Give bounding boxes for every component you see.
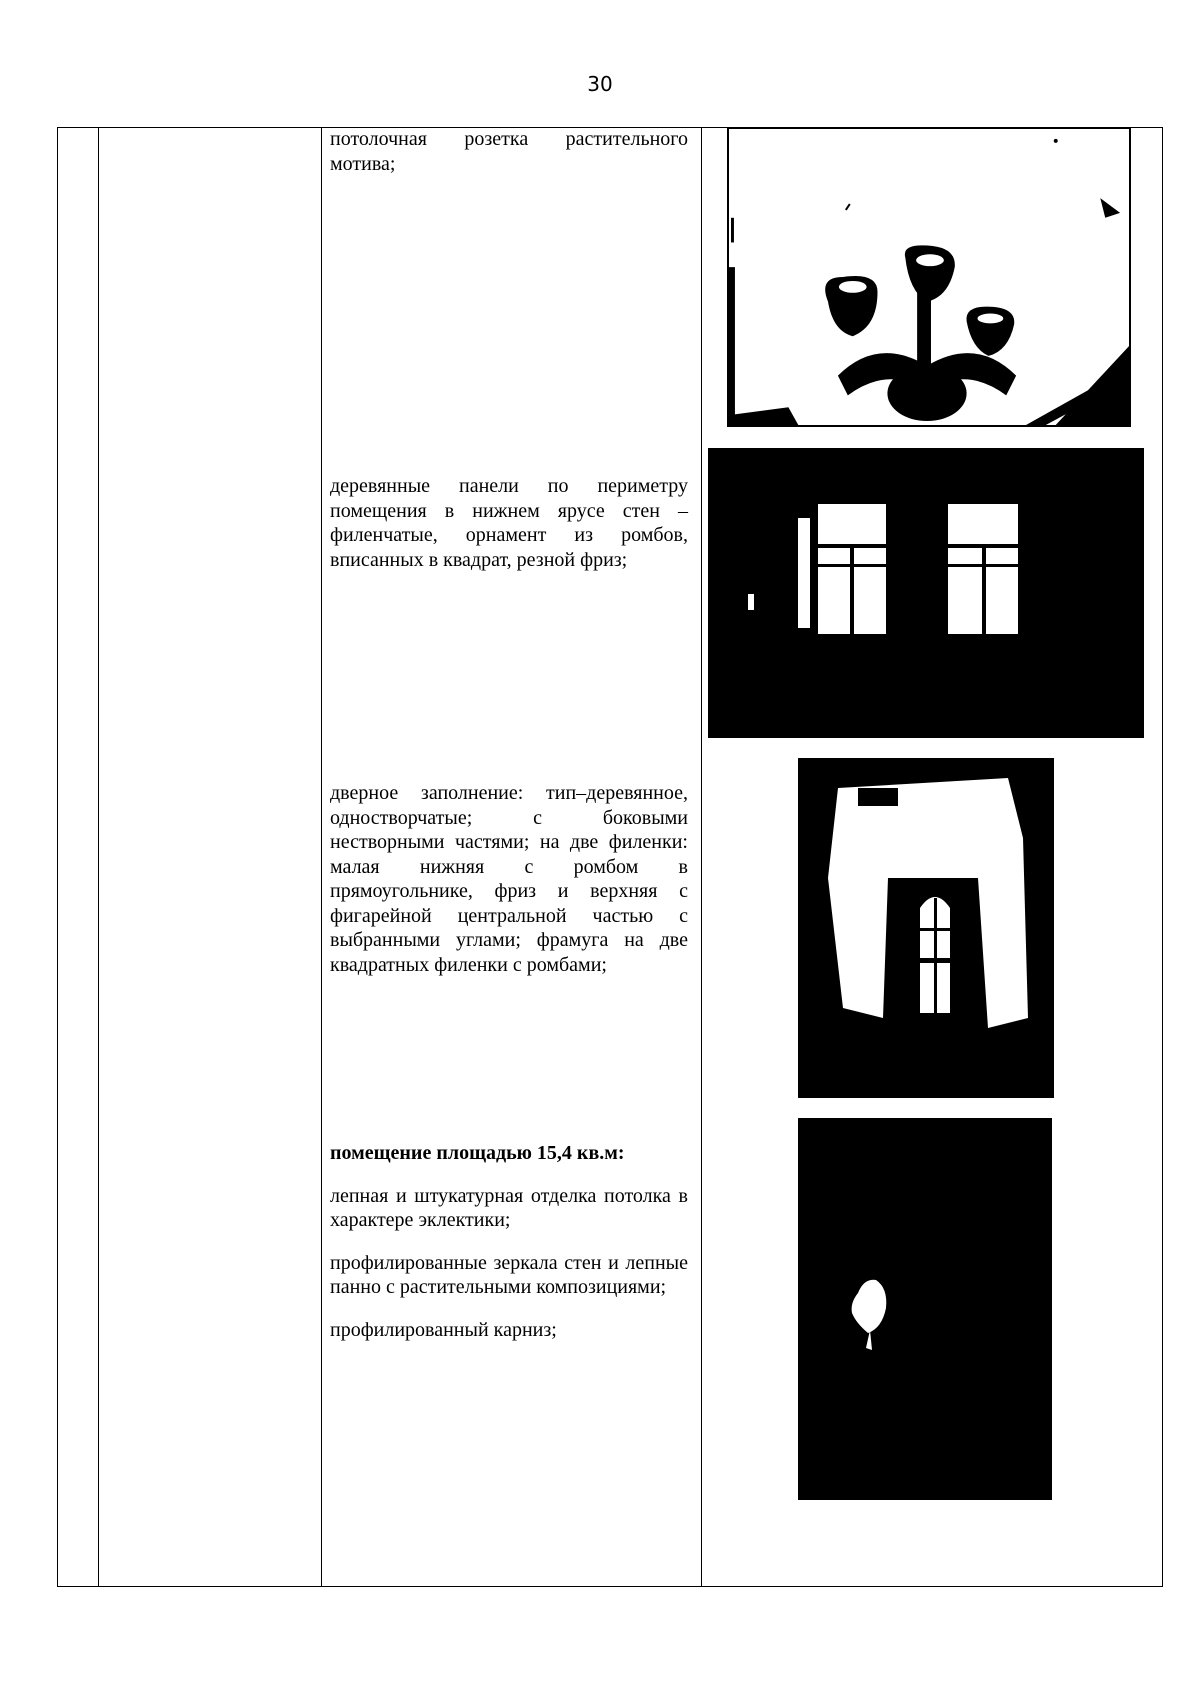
entry-text: дверное заполнение: тип–деревянное, одностворчатые; с боковыми нестворными частями; на две филенки: малая нижняя с ромбом в прямоугольнике, фриз и верхняя с фигарейной центральной частью с выбранными углами; фрамуга на две квадратных филенки с ромбами; [330, 782, 688, 976]
photo-doorway [798, 758, 1054, 1098]
page-number: 30 [587, 72, 613, 96]
entry-door-filling [330, 781, 688, 977]
entry-ceiling-rosette [330, 127, 688, 176]
room-heading: помещение площадью 15,4 кв.м: [330, 1142, 625, 1164]
column-divider-2 [321, 127, 322, 1587]
photo-windows [708, 448, 1144, 738]
room-item: профилированный карниз; [330, 1318, 557, 1341]
photo-room-ornament [798, 1118, 1052, 1500]
column-divider-3 [701, 127, 702, 1587]
column-divider-1 [98, 127, 99, 1587]
entry-text: деревянные панели по периметру помещения в нижнем ярусе стен – филенчатые, орнамент из ромбов, вписанных в квадрат, резной фриз; [330, 475, 688, 571]
entry-wooden-panels [330, 474, 688, 572]
room-item: лепная и штукатурная отделка потолка в характере эклектики; [330, 1184, 688, 1231]
entry-text: потолочная розетка растительного мотива; [330, 128, 688, 175]
photo-chandelier [727, 127, 1131, 427]
room-section [330, 1141, 688, 1342]
room-item: профилированные зеркала стен и лепные панно с растительными композициями; [330, 1251, 688, 1298]
